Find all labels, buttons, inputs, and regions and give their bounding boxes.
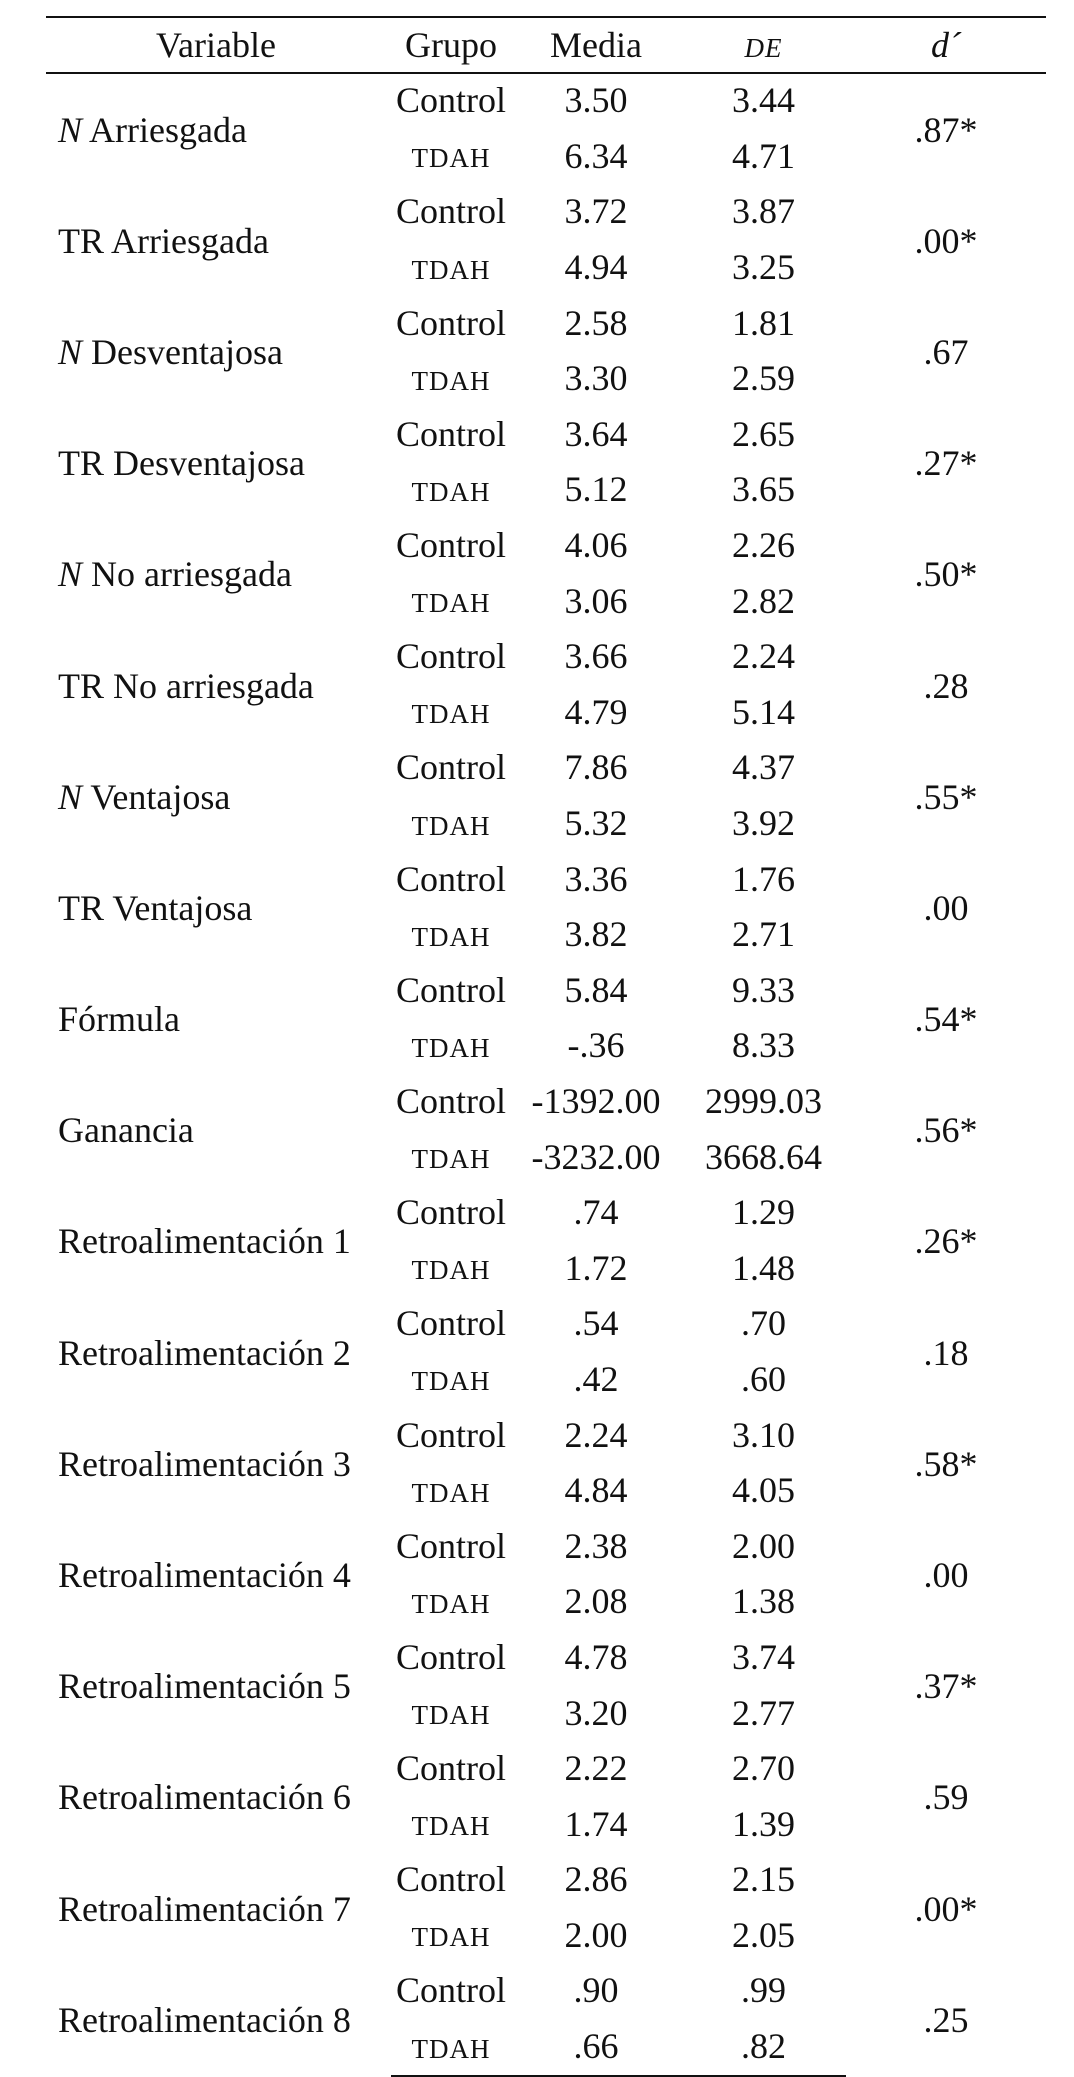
effect-size-cell: .87* xyxy=(914,109,978,150)
de-control-cell: 2.70 xyxy=(732,1748,795,1789)
variable-cell xyxy=(46,1631,391,1742)
de-tdah-cell: 4.71 xyxy=(732,135,795,176)
variable-label: Retroalimentación 2 xyxy=(58,1332,351,1373)
variable-label: Retroalimentación 7 xyxy=(58,1888,351,1929)
media-tdah-cell: 5.12 xyxy=(564,469,628,510)
de-control-cell: 2.15 xyxy=(732,1859,795,1900)
media-control-cell: .74 xyxy=(573,1192,619,1233)
de-control-cell: 3.87 xyxy=(732,191,795,232)
effect-size-cell: .59 xyxy=(923,1777,969,1818)
media-tdah-cell: 5.32 xyxy=(564,803,628,844)
group-control-cell: Control xyxy=(395,1636,506,1677)
variable-cell xyxy=(46,1408,391,1519)
effect-size-cell: .54* xyxy=(914,999,978,1040)
media-tdah-cell: .42 xyxy=(573,1358,619,1399)
effect-size-cell: .18 xyxy=(923,1332,969,1373)
header-d-label: d´ xyxy=(931,25,961,65)
group-tdah-cell: TDAH xyxy=(411,1032,491,1063)
group-control-cell: Control xyxy=(395,525,506,566)
de-tdah-cell: 2.82 xyxy=(732,580,795,621)
variable-cell xyxy=(46,73,391,185)
group-control-cell: Control xyxy=(395,413,506,454)
de-control-cell: 2999.03 xyxy=(705,1080,822,1121)
media-control-cell: .54 xyxy=(573,1303,619,1344)
de-tdah-cell: 1.48 xyxy=(732,1247,795,1288)
group-tdah-cell: TDAH xyxy=(411,365,491,396)
media-tdah-cell: 4.79 xyxy=(564,691,628,732)
header-media: Media xyxy=(511,17,681,73)
variable-label: TR No arriesgada xyxy=(58,665,314,706)
variable-label: Retroalimentación 5 xyxy=(58,1666,351,1707)
table-row xyxy=(46,1186,1046,1239)
media-control-cell: 3.72 xyxy=(564,191,628,232)
media-tdah-cell: 3.20 xyxy=(564,1692,628,1733)
effect-size-cell: .56* xyxy=(914,1110,978,1151)
variable-prefix: N xyxy=(58,554,83,595)
media-control-cell: 4.78 xyxy=(564,1636,628,1677)
media-control-cell: 7.86 xyxy=(564,747,628,788)
effect-size-cell: .00* xyxy=(914,220,978,261)
variable-label: Retroalimentación 8 xyxy=(58,2000,351,2041)
table-row xyxy=(46,741,1046,794)
group-control-cell: Control xyxy=(395,969,506,1010)
media-tdah-cell: 4.94 xyxy=(564,247,628,288)
media-control-cell: 2.22 xyxy=(564,1748,628,1789)
effect-size-cell: .25 xyxy=(923,2000,969,2041)
group-control-cell: Control xyxy=(395,747,506,788)
de-control-cell: 3.44 xyxy=(732,80,795,121)
media-control-cell: -1392.00 xyxy=(531,1080,661,1121)
effect-size-cell: .00 xyxy=(923,1555,969,1596)
group-tdah-cell: TDAH xyxy=(411,1366,491,1397)
de-tdah-cell: 1.39 xyxy=(732,1803,795,1844)
table-row xyxy=(46,630,1046,683)
variable-cell xyxy=(46,852,391,963)
media-tdah-cell: .66 xyxy=(511,2017,681,2077)
variable-cell xyxy=(46,1519,391,1630)
group-control-cell: Control xyxy=(395,1970,506,2011)
variable-cell xyxy=(46,1186,391,1297)
variable-label: Desventajosa xyxy=(82,331,283,372)
table-row xyxy=(46,1853,1046,1906)
variable-cell xyxy=(46,741,391,852)
group-control-cell: Control xyxy=(395,858,506,899)
table-row xyxy=(46,1964,1046,2017)
media-tdah-cell: -3232.00 xyxy=(531,1136,661,1177)
de-tdah-cell: 2.77 xyxy=(732,1692,795,1733)
table-row xyxy=(46,519,1046,572)
group-control-cell: Control xyxy=(395,1303,506,1344)
effect-size-cell: .00* xyxy=(914,1888,978,1929)
table-header xyxy=(46,17,1046,73)
variable-cell xyxy=(46,1964,391,2076)
media-control-cell: 3.66 xyxy=(564,636,628,677)
effect-size-cell: .26* xyxy=(914,1221,978,1262)
de-tdah-cell: .60 xyxy=(741,1358,786,1399)
de-tdah-cell: 2.05 xyxy=(732,1914,795,1955)
table-row xyxy=(46,408,1046,461)
group-control-cell: Control xyxy=(395,80,506,121)
group-control-cell: Control xyxy=(395,1192,506,1233)
media-tdah-cell: 3.30 xyxy=(564,358,628,399)
group-tdah-cell: TDAH xyxy=(411,1700,491,1731)
variable-label: Ventajosa xyxy=(82,776,231,817)
de-control-cell: 1.76 xyxy=(732,858,795,899)
variable-cell xyxy=(46,408,391,519)
table-row xyxy=(46,1519,1046,1572)
effect-size-cell: .58* xyxy=(914,1443,978,1484)
variable-label: Fórmula xyxy=(58,999,180,1040)
media-control-cell: 2.24 xyxy=(564,1414,628,1455)
group-tdah-cell: TDAH xyxy=(411,699,491,730)
variable-label: TR Ventajosa xyxy=(58,887,253,928)
group-control-cell: Control xyxy=(395,302,506,343)
variable-label: Retroalimentación 3 xyxy=(58,1443,351,1484)
media-tdah-cell: 2.00 xyxy=(564,1914,628,1955)
results-table xyxy=(46,16,1046,2077)
effect-size-cell: .37* xyxy=(914,1666,978,1707)
effect-size-cell: .27* xyxy=(914,443,978,484)
header-de-label: DE xyxy=(744,33,783,63)
de-tdah-cell: 3.92 xyxy=(732,803,795,844)
de-control-cell: 4.37 xyxy=(732,747,795,788)
table-row xyxy=(46,1075,1046,1128)
variable-label: No arriesgada xyxy=(82,554,292,595)
group-tdah-cell: TDAH xyxy=(411,810,491,841)
variable-label: TR Desventajosa xyxy=(58,443,305,484)
group-tdah-cell: TDAH xyxy=(411,1922,491,1953)
de-control-cell: 1.29 xyxy=(732,1192,795,1233)
media-control-cell: 2.86 xyxy=(564,1859,628,1900)
media-tdah-cell: 2.08 xyxy=(564,1581,628,1622)
group-control-cell: Control xyxy=(395,1080,506,1121)
de-tdah-cell: .82 xyxy=(681,2017,846,2077)
results-table-container xyxy=(46,16,1046,2077)
table-row xyxy=(46,964,1046,1017)
de-tdah-cell: 2.71 xyxy=(732,914,795,955)
group-tdah-cell: TDAH xyxy=(411,254,491,285)
de-control-cell: .99 xyxy=(741,1970,786,2011)
table-row xyxy=(46,1408,1046,1461)
media-control-cell: 4.06 xyxy=(564,525,628,566)
group-tdah-cell: TDAH xyxy=(411,1255,491,1286)
header-variable: Variable xyxy=(46,17,391,73)
variable-cell xyxy=(46,1742,391,1853)
media-control-cell: 3.64 xyxy=(564,413,628,454)
group-tdah-cell: TDAH xyxy=(411,476,491,507)
table-row xyxy=(46,1297,1046,1350)
effect-size-cell: .28 xyxy=(923,665,969,706)
media-tdah-cell: -.36 xyxy=(567,1025,625,1066)
effect-size-cell: .67 xyxy=(923,331,969,372)
variable-cell xyxy=(46,1853,391,1964)
variable-label: Retroalimentación 1 xyxy=(58,1221,351,1262)
variable-prefix: N xyxy=(58,776,83,817)
table-row xyxy=(46,296,1046,349)
group-control-cell: Control xyxy=(395,1414,506,1455)
de-control-cell: 2.26 xyxy=(732,525,795,566)
variable-cell xyxy=(46,185,391,296)
group-control-cell: Control xyxy=(395,636,506,677)
group-control-cell: Control xyxy=(395,1859,506,1900)
table-body xyxy=(46,73,1046,2076)
de-control-cell: 3.10 xyxy=(732,1414,795,1455)
media-control-cell: 5.84 xyxy=(564,969,628,1010)
de-tdah-cell: 3.25 xyxy=(732,247,795,288)
variable-cell xyxy=(46,1297,391,1408)
group-control-cell: Control xyxy=(395,1748,506,1789)
variable-label: Retroalimentación 4 xyxy=(58,1555,351,1596)
de-tdah-cell: 1.38 xyxy=(732,1581,795,1622)
media-control-cell: 2.58 xyxy=(564,302,628,343)
de-control-cell: 9.33 xyxy=(732,969,795,1010)
de-control-cell: 1.81 xyxy=(732,302,795,343)
de-tdah-cell: 3668.64 xyxy=(705,1136,822,1177)
table-row xyxy=(46,1742,1046,1795)
de-tdah-cell: 5.14 xyxy=(732,691,795,732)
group-tdah-cell: TDAH xyxy=(411,1588,491,1619)
group-tdah-cell: TDAH xyxy=(411,921,491,952)
de-control-cell: 2.24 xyxy=(732,636,795,677)
de-control-cell: 2.00 xyxy=(732,1525,795,1566)
de-tdah-cell: 3.65 xyxy=(732,469,795,510)
group-tdah-cell: TDAH xyxy=(411,1811,491,1842)
variable-prefix: N xyxy=(58,331,83,372)
group-control-cell: Control xyxy=(395,1525,506,1566)
media-tdah-cell: 3.82 xyxy=(564,914,628,955)
group-control-cell: Control xyxy=(395,191,506,232)
group-tdah-cell: TDAH xyxy=(411,143,491,174)
media-tdah-cell: 3.06 xyxy=(564,580,628,621)
effect-size-cell: .55* xyxy=(914,776,978,817)
media-tdah-cell: 1.72 xyxy=(564,1247,628,1288)
variable-cell xyxy=(46,630,391,741)
media-control-cell: .90 xyxy=(573,1970,619,2011)
table-row xyxy=(46,1631,1046,1684)
header-row xyxy=(46,17,1046,73)
variable-cell xyxy=(46,964,391,1075)
table-row xyxy=(46,73,1046,127)
media-control-cell: 3.36 xyxy=(564,858,628,899)
variable-label: TR Arriesgada xyxy=(58,220,269,261)
header-de xyxy=(681,17,846,73)
group-tdah-cell: TDAH xyxy=(411,588,491,619)
variable-prefix: N xyxy=(58,109,83,150)
header-d xyxy=(846,17,1046,73)
table-row xyxy=(46,852,1046,905)
de-tdah-cell: 4.05 xyxy=(732,1470,795,1511)
media-tdah-cell: 1.74 xyxy=(564,1803,628,1844)
group-tdah-cell: TDAH xyxy=(411,1477,491,1508)
header-grupo: Grupo xyxy=(391,17,511,73)
de-control-cell: 2.65 xyxy=(732,413,795,454)
de-tdah-cell: 8.33 xyxy=(732,1025,795,1066)
variable-cell xyxy=(46,296,391,407)
variable-label: Arriesgada xyxy=(82,109,247,150)
group-tdah-cell: TDAH xyxy=(411,1144,491,1175)
group-tdah-cell: TDAH xyxy=(391,2017,511,2077)
effect-size-cell: .50* xyxy=(914,554,978,595)
de-tdah-cell: 2.59 xyxy=(732,358,795,399)
media-tdah-cell: 4.84 xyxy=(564,1470,628,1511)
variable-label: Retroalimentación 6 xyxy=(58,1777,351,1818)
de-control-cell: 3.74 xyxy=(732,1636,795,1677)
de-control-cell: .70 xyxy=(741,1303,786,1344)
variable-label: Ganancia xyxy=(58,1110,194,1151)
media-control-cell: 2.38 xyxy=(564,1525,628,1566)
effect-size-cell: .00 xyxy=(923,887,969,928)
variable-cell xyxy=(46,1075,391,1186)
variable-cell xyxy=(46,519,391,630)
media-tdah-cell: 6.34 xyxy=(564,135,628,176)
table-row xyxy=(46,185,1046,238)
media-control-cell: 3.50 xyxy=(564,80,628,121)
